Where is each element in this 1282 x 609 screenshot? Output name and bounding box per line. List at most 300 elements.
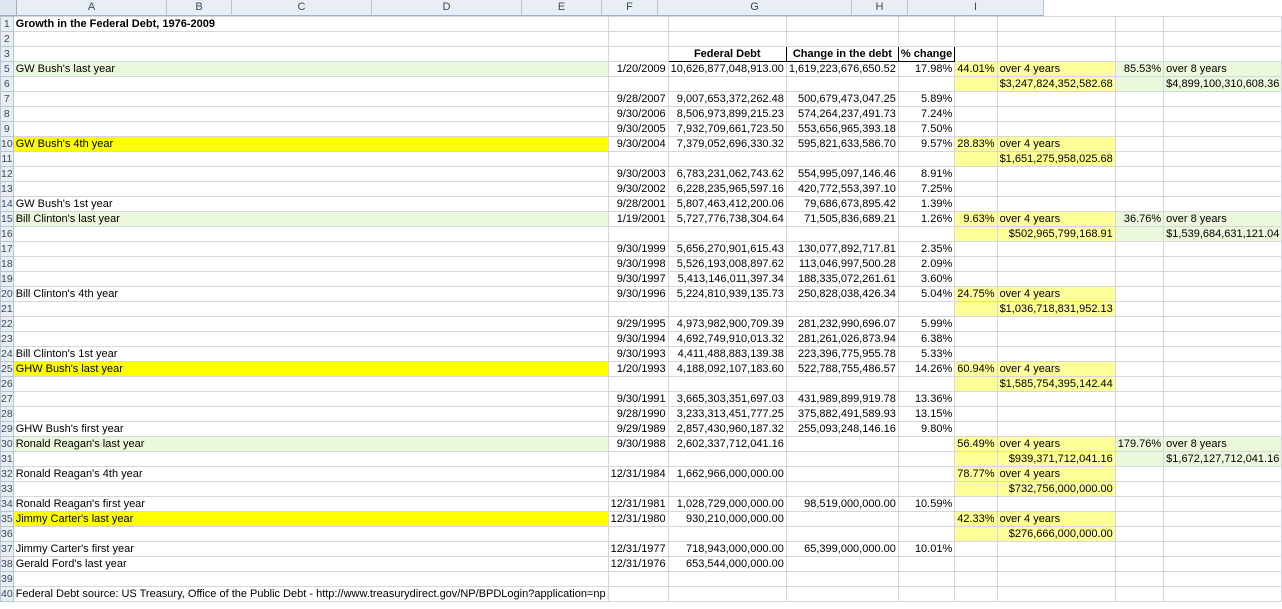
cell-h13[interactable] [1115, 182, 1163, 197]
cell-c29[interactable]: 2,857,430,960,187.32 [668, 422, 786, 437]
cell-d35[interactable] [786, 512, 898, 527]
cell-g13[interactable] [997, 182, 1115, 197]
cell-d14[interactable]: 79,686,673,895.42 [786, 197, 898, 212]
row-header-10[interactable]: 10 [1, 137, 13, 150]
row-header-30[interactable]: 30 [1, 437, 13, 450]
cell-i19[interactable] [1164, 272, 1282, 287]
cell-h25[interactable] [1115, 362, 1163, 377]
cell-b38[interactable]: 12/31/1976 [608, 557, 668, 572]
cell-c22[interactable]: 4,973,982,900,709.39 [668, 317, 786, 332]
cell-h18[interactable] [1115, 257, 1163, 272]
cell-g40[interactable] [997, 587, 1115, 602]
cell-g14[interactable] [997, 197, 1115, 212]
cell-c18[interactable]: 5,526,193,008,897.62 [668, 257, 786, 272]
cell-h30[interactable]: 179.76% [1115, 437, 1163, 452]
cell-d6[interactable] [786, 77, 898, 92]
cell-c21[interactable] [668, 302, 786, 317]
cell-i25[interactable] [1164, 362, 1282, 377]
cell-a8[interactable] [13, 107, 608, 122]
cell-a11[interactable] [13, 152, 608, 167]
cell-a5[interactable]: GW Bush's last year [13, 62, 608, 77]
cell-f32[interactable]: 78.77% [955, 467, 997, 482]
cell-h27[interactable] [1115, 392, 1163, 407]
cell-h20[interactable] [1115, 287, 1163, 302]
column-header-f[interactable]: F [602, 0, 658, 16]
cell-e20[interactable]: 5.04% [898, 287, 954, 302]
cell-a24[interactable]: Bill Clinton's 1st year [13, 347, 608, 362]
cell-d29[interactable]: 255,093,248,146.16 [786, 422, 898, 437]
cell-a37[interactable]: Jimmy Carter's first year [13, 542, 608, 557]
cell-i18[interactable] [1164, 257, 1282, 272]
cell-f15[interactable]: 9.63% [955, 212, 997, 227]
cell-g38[interactable] [997, 557, 1115, 572]
cell-h17[interactable] [1115, 242, 1163, 257]
cell-g12[interactable] [997, 167, 1115, 182]
cell-i14[interactable] [1164, 197, 1282, 212]
cell-i29[interactable] [1164, 422, 1282, 437]
cell-a7[interactable] [13, 92, 608, 107]
cell-a22[interactable] [13, 317, 608, 332]
cell-d10[interactable]: 595,821,633,586.70 [786, 137, 898, 152]
cell-i10[interactable] [1164, 137, 1282, 152]
cell-b31[interactable] [608, 452, 668, 467]
column-header-b[interactable]: B [167, 0, 232, 16]
cell-a39[interactable] [13, 572, 608, 587]
cell-a12[interactable] [13, 167, 608, 182]
cell-g25[interactable]: over 4 years [997, 362, 1115, 377]
cell-d31[interactable] [786, 452, 898, 467]
cell-i36[interactable] [1164, 527, 1282, 542]
cell-f37[interactable] [955, 542, 997, 557]
cell-f5[interactable]: 44.01% [955, 62, 997, 77]
cell-c12[interactable]: 6,783,231,062,743.62 [668, 167, 786, 182]
cell-b27[interactable]: 9/30/1991 [608, 392, 668, 407]
cell-f1[interactable] [955, 17, 997, 32]
row-header-18[interactable]: 18 [1, 257, 13, 270]
row-header-11[interactable]: 11 [1, 152, 13, 165]
cell-d8[interactable]: 574,264,237,491.73 [786, 107, 898, 122]
row-header-28[interactable]: 28 [1, 407, 13, 420]
cell-e23[interactable]: 6.38% [898, 332, 954, 347]
cell-b37[interactable]: 12/31/1977 [608, 542, 668, 557]
cell-c34[interactable]: 1,028,729,000,000.00 [668, 497, 786, 512]
cell-h11[interactable] [1115, 152, 1163, 167]
cell-g11[interactable]: $1,651,275,958,025.68 [997, 152, 1115, 167]
cell-d21[interactable] [786, 302, 898, 317]
cell-g31[interactable]: $939,371,712,041.16 [997, 452, 1115, 467]
cell-f2[interactable] [955, 32, 997, 47]
cell-e34[interactable]: 10.59% [898, 497, 954, 512]
cell-e9[interactable]: 7.50% [898, 122, 954, 137]
cell-g35[interactable]: over 4 years [997, 512, 1115, 527]
cell-b8[interactable]: 9/30/2006 [608, 107, 668, 122]
cell-f19[interactable] [955, 272, 997, 287]
cell-h10[interactable] [1115, 137, 1163, 152]
cell-b12[interactable]: 9/30/2003 [608, 167, 668, 182]
cell-g15[interactable]: over 4 years [997, 212, 1115, 227]
cell-d15[interactable]: 71,505,836,689.21 [786, 212, 898, 227]
cell-i7[interactable] [1164, 92, 1282, 107]
cell-b22[interactable]: 9/29/1995 [608, 317, 668, 332]
cell-d12[interactable]: 554,995,097,146.46 [786, 167, 898, 182]
cell-i2[interactable] [1164, 32, 1282, 47]
cell-c28[interactable]: 3,233,313,451,777.25 [668, 407, 786, 422]
cell-b15[interactable]: 1/19/2001 [608, 212, 668, 227]
cell-b6[interactable] [608, 77, 668, 92]
cell-b16[interactable] [608, 227, 668, 242]
cell-a21[interactable] [13, 302, 608, 317]
cell-a27[interactable] [13, 392, 608, 407]
row-header-25[interactable]: 25 [1, 362, 13, 375]
cell-h7[interactable] [1115, 92, 1163, 107]
cell-b33[interactable] [608, 482, 668, 497]
cell-d2[interactable] [786, 32, 898, 47]
cell-g37[interactable] [997, 542, 1115, 557]
cell-g19[interactable] [997, 272, 1115, 287]
cell-d33[interactable] [786, 482, 898, 497]
row-header-21[interactable]: 21 [1, 302, 13, 315]
cell-e35[interactable] [898, 512, 954, 527]
cell-g36[interactable]: $276,666,000,000.00 [997, 527, 1115, 542]
cell-a32[interactable]: Ronald Reagan's 4th year [13, 467, 608, 482]
cell-g27[interactable] [997, 392, 1115, 407]
cell-g22[interactable] [997, 317, 1115, 332]
row-header-19[interactable]: 19 [1, 272, 13, 285]
cell-f21[interactable] [955, 302, 997, 317]
cell-d5[interactable]: 1,619,223,676,650.52 [786, 62, 898, 77]
cell-e5[interactable]: 17.98% [898, 62, 954, 77]
cell-f9[interactable] [955, 122, 997, 137]
cell-i23[interactable] [1164, 332, 1282, 347]
cell-h33[interactable] [1115, 482, 1163, 497]
cell-d39[interactable] [786, 572, 898, 587]
cell-f16[interactable] [955, 227, 997, 242]
cell-g10[interactable]: over 4 years [997, 137, 1115, 152]
cell-f17[interactable] [955, 242, 997, 257]
cell-g16[interactable]: $502,965,799,168.91 [997, 227, 1115, 242]
cell-h16[interactable] [1115, 227, 1163, 242]
cell-b35[interactable]: 12/31/1980 [608, 512, 668, 527]
cell-i11[interactable] [1164, 152, 1282, 167]
cell-d23[interactable]: 281,261,026,873.94 [786, 332, 898, 347]
cell-c8[interactable]: 8,506,973,899,215.23 [668, 107, 786, 122]
row-header-33[interactable]: 33 [1, 482, 13, 495]
cell-e15[interactable]: 1.26% [898, 212, 954, 227]
cell-a34[interactable]: Ronald Reagan's first year [13, 497, 608, 512]
cell-c37[interactable]: 718,943,000,000.00 [668, 542, 786, 557]
cell-d11[interactable] [786, 152, 898, 167]
cell-e33[interactable] [898, 482, 954, 497]
cell-d27[interactable]: 431,989,899,919.78 [786, 392, 898, 407]
cell-c39[interactable] [668, 572, 786, 587]
cell-a31[interactable] [13, 452, 608, 467]
cell-i39[interactable] [1164, 572, 1282, 587]
cell-i12[interactable] [1164, 167, 1282, 182]
cell-b24[interactable]: 9/30/1993 [608, 347, 668, 362]
cell-e18[interactable]: 2.09% [898, 257, 954, 272]
cell-b39[interactable] [608, 572, 668, 587]
cell-i40[interactable] [1164, 587, 1282, 602]
cell-d30[interactable] [786, 437, 898, 452]
cell-a18[interactable] [13, 257, 608, 272]
cell-e1[interactable] [898, 17, 954, 32]
row-header-5[interactable]: 5 [1, 62, 14, 77]
cell-f31[interactable] [955, 452, 997, 467]
cell-b11[interactable] [608, 152, 668, 167]
cell-d40[interactable] [786, 587, 898, 602]
cell-a13[interactable] [13, 182, 608, 197]
row-header-26[interactable]: 26 [1, 377, 13, 390]
select-all-corner[interactable] [0, 0, 17, 16]
cell-f13[interactable] [955, 182, 997, 197]
column-header-e[interactable]: E [522, 0, 602, 16]
cell-d7[interactable]: 500,679,473,047.25 [786, 92, 898, 107]
cell-i15[interactable]: over 8 years [1164, 212, 1282, 227]
row-header-24[interactable]: 24 [1, 347, 13, 360]
cell-i26[interactable] [1164, 377, 1282, 392]
cell-d22[interactable]: 281,232,990,696.07 [786, 317, 898, 332]
row-header-7[interactable]: 7 [1, 92, 14, 107]
row-header-22[interactable]: 22 [1, 317, 13, 330]
row-header-39[interactable]: 39 [1, 572, 13, 585]
cell-f20[interactable]: 24.75% [955, 287, 997, 302]
row-header-20[interactable]: 20 [1, 287, 13, 300]
cell-e25[interactable]: 14.26% [898, 362, 954, 377]
cell-b28[interactable]: 9/28/1990 [608, 407, 668, 422]
cell-e36[interactable] [898, 527, 954, 542]
cell-a35[interactable]: Jimmy Carter's last year [13, 512, 608, 527]
cell-e24[interactable]: 5.33% [898, 347, 954, 362]
cell-i1[interactable] [1164, 17, 1282, 32]
cell-i6[interactable]: $4,899,100,310,608.36 [1164, 77, 1282, 92]
cell-i27[interactable] [1164, 392, 1282, 407]
cell-d25[interactable]: 522,788,755,486.57 [786, 362, 898, 377]
cell-i24[interactable] [1164, 347, 1282, 362]
row-header-12[interactable]: 12 [1, 167, 13, 180]
cell-g32[interactable]: over 4 years [997, 467, 1115, 482]
cell-i5[interactable]: over 8 years [1164, 62, 1282, 77]
row-header-36[interactable]: 36 [1, 527, 13, 540]
cell-i35[interactable] [1164, 512, 1282, 527]
column-header-a[interactable]: A [17, 0, 167, 16]
cell-c7[interactable]: 9,007,653,372,262.48 [668, 92, 786, 107]
cell-b7[interactable]: 9/28/2007 [608, 92, 668, 107]
cell-c33[interactable] [668, 482, 786, 497]
cell-b21[interactable] [608, 302, 668, 317]
cell-h19[interactable] [1115, 272, 1163, 287]
cell-c23[interactable]: 4,692,749,910,013.32 [668, 332, 786, 347]
cell-h37[interactable] [1115, 542, 1163, 557]
cell-g5[interactable]: over 4 years [997, 62, 1115, 77]
row-header-3[interactable]: 3 [1, 47, 14, 62]
cell-f33[interactable] [955, 482, 997, 497]
cell-d9[interactable]: 553,656,965,393.18 [786, 122, 898, 137]
cell-c15[interactable]: 5,727,776,738,304.64 [668, 212, 786, 227]
cell-a2[interactable] [13, 32, 608, 47]
cell-e6[interactable] [898, 77, 954, 92]
cell-i22[interactable] [1164, 317, 1282, 332]
cell-i17[interactable] [1164, 242, 1282, 257]
cell-f25[interactable]: 60.94% [955, 362, 997, 377]
cell-c26[interactable] [668, 377, 786, 392]
row-header-1[interactable]: 1 [1, 17, 14, 32]
cell-e30[interactable] [898, 437, 954, 452]
cell-f10[interactable]: 28.83% [955, 137, 997, 152]
cell-f30[interactable]: 56.49% [955, 437, 997, 452]
cell-a14[interactable]: GW Bush's 1st year [13, 197, 608, 212]
cell-h24[interactable] [1115, 347, 1163, 362]
cell-f24[interactable] [955, 347, 997, 362]
row-header-23[interactable]: 23 [1, 332, 13, 345]
cell-f22[interactable] [955, 317, 997, 332]
cell-e19[interactable]: 3.60% [898, 272, 954, 287]
row-header-27[interactable]: 27 [1, 392, 13, 405]
cell-f39[interactable] [955, 572, 997, 587]
cell-c9[interactable]: 7,932,709,661,723.50 [668, 122, 786, 137]
cell-d28[interactable]: 375,882,491,589.93 [786, 407, 898, 422]
cell-a1[interactable] [13, 17, 608, 32]
cell-i16[interactable]: $1,539,684,631,121.04 [1164, 227, 1282, 242]
cell-i32[interactable] [1164, 467, 1282, 482]
cell-g1[interactable] [997, 17, 1115, 32]
cell-a33[interactable] [13, 482, 608, 497]
cell-i31[interactable]: $1,672,127,712,041.16 [1164, 452, 1282, 467]
cell-g23[interactable] [997, 332, 1115, 347]
cell-g30[interactable]: over 4 years [997, 437, 1115, 452]
cell-c10[interactable]: 7,379,052,696,330.32 [668, 137, 786, 152]
cell-b30[interactable]: 9/30/1988 [608, 437, 668, 452]
cell-h32[interactable] [1115, 467, 1163, 482]
cell-e31[interactable] [898, 452, 954, 467]
cell-e26[interactable] [898, 377, 954, 392]
cell-e27[interactable]: 13.36% [898, 392, 954, 407]
cell-d1[interactable] [786, 17, 898, 32]
cell-f18[interactable] [955, 257, 997, 272]
row-header-9[interactable]: 9 [1, 122, 14, 137]
cell-h29[interactable] [1115, 422, 1163, 437]
cell-f6[interactable] [955, 77, 997, 92]
cell-b10[interactable]: 9/30/2004 [608, 137, 668, 152]
cell-h8[interactable] [1115, 107, 1163, 122]
cell-b29[interactable]: 9/29/1989 [608, 422, 668, 437]
cell-h15[interactable]: 36.76% [1115, 212, 1163, 227]
cell-c13[interactable]: 6,228,235,965,597.16 [668, 182, 786, 197]
cell-h1[interactable] [1115, 17, 1163, 32]
row-header-16[interactable]: 16 [1, 227, 13, 240]
cell-a23[interactable] [13, 332, 608, 347]
cell-a16[interactable] [13, 227, 608, 242]
cell-d24[interactable]: 223,396,775,955.78 [786, 347, 898, 362]
cell-h21[interactable] [1115, 302, 1163, 317]
cell-a26[interactable] [13, 377, 608, 392]
cell-e10[interactable]: 9.57% [898, 137, 954, 152]
cell-g20[interactable]: over 4 years [997, 287, 1115, 302]
cell-h38[interactable] [1115, 557, 1163, 572]
cell-i21[interactable] [1164, 302, 1282, 317]
cell-d19[interactable]: 188,335,072,261.61 [786, 272, 898, 287]
cell-a15[interactable]: Bill Clinton's last year [13, 212, 608, 227]
cell-f38[interactable] [955, 557, 997, 572]
cell-a10[interactable]: GW Bush's 4th year [13, 137, 608, 152]
cell-a19[interactable] [13, 272, 608, 287]
cell-g33[interactable]: $732,756,000,000.00 [997, 482, 1115, 497]
cell-h23[interactable] [1115, 332, 1163, 347]
cell-a38[interactable]: Gerald Ford's last year [13, 557, 608, 572]
row-header-17[interactable]: 17 [1, 242, 13, 255]
row-header-38[interactable]: 38 [1, 557, 13, 570]
cell-f35[interactable]: 42.33% [955, 512, 997, 527]
cell-f26[interactable] [955, 377, 997, 392]
cell-a36[interactable] [13, 527, 608, 542]
cell-g7[interactable] [997, 92, 1115, 107]
cell-g8[interactable] [997, 107, 1115, 122]
cell-b5[interactable]: 1/20/2009 [608, 62, 668, 77]
cell-g3[interactable] [997, 47, 1115, 62]
cell-i20[interactable] [1164, 287, 1282, 302]
cell-h28[interactable] [1115, 407, 1163, 422]
cell-c27[interactable]: 3,665,303,351,697.03 [668, 392, 786, 407]
column-header-c[interactable]: C [232, 0, 372, 16]
cell-g28[interactable] [997, 407, 1115, 422]
cell-d34[interactable]: 98,519,000,000.00 [786, 497, 898, 512]
cell-g39[interactable] [997, 572, 1115, 587]
cell-f11[interactable] [955, 152, 997, 167]
cell-e13[interactable]: 7.25% [898, 182, 954, 197]
cell-b17[interactable]: 9/30/1999 [608, 242, 668, 257]
row-header-32[interactable]: 32 [1, 467, 13, 480]
cell-i33[interactable] [1164, 482, 1282, 497]
cell-f40[interactable] [955, 587, 997, 602]
cell-c36[interactable] [668, 527, 786, 542]
cell-b18[interactable]: 9/30/1998 [608, 257, 668, 272]
cell-f8[interactable] [955, 107, 997, 122]
cell-h6[interactable] [1115, 77, 1163, 92]
cell-e2[interactable] [898, 32, 954, 47]
cell-c20[interactable]: 5,224,810,939,135.73 [668, 287, 786, 302]
cell-c40[interactable] [668, 587, 786, 602]
cell-h12[interactable] [1115, 167, 1163, 182]
row-header-37[interactable]: 37 [1, 542, 13, 555]
cell-a30[interactable]: Ronald Reagan's last year [13, 437, 608, 452]
row-header-6[interactable]: 6 [1, 77, 14, 92]
row-header-14[interactable]: 14 [1, 197, 13, 210]
cell-g34[interactable] [997, 497, 1115, 512]
cell-a25[interactable]: GHW Bush's last year [13, 362, 608, 377]
cell-i37[interactable] [1164, 542, 1282, 557]
cell-g9[interactable] [997, 122, 1115, 137]
row-header-13[interactable]: 13 [1, 182, 13, 195]
cell-g24[interactable] [997, 347, 1115, 362]
cell-e17[interactable]: 2.35% [898, 242, 954, 257]
cell-i38[interactable] [1164, 557, 1282, 572]
column-header-i[interactable]: I [908, 0, 1044, 16]
cell-i34[interactable] [1164, 497, 1282, 512]
cell-e7[interactable]: 5.89% [898, 92, 954, 107]
row-header-35[interactable]: 35 [1, 512, 13, 525]
cell-a9[interactable] [13, 122, 608, 137]
cell-d17[interactable]: 130,077,892,717.81 [786, 242, 898, 257]
cell-b14[interactable]: 9/28/2001 [608, 197, 668, 212]
cell-d37[interactable]: 65,399,000,000.00 [786, 542, 898, 557]
cell-g17[interactable] [997, 242, 1115, 257]
cell-a29[interactable]: GHW Bush's first year [13, 422, 608, 437]
cell-a3[interactable] [13, 47, 608, 62]
row-header-40[interactable]: 40 [1, 587, 13, 600]
cell-i13[interactable] [1164, 182, 1282, 197]
cell-c35[interactable]: 930,210,000,000.00 [668, 512, 786, 527]
cell-c19[interactable]: 5,413,146,011,397.34 [668, 272, 786, 287]
cell-f34[interactable] [955, 497, 997, 512]
